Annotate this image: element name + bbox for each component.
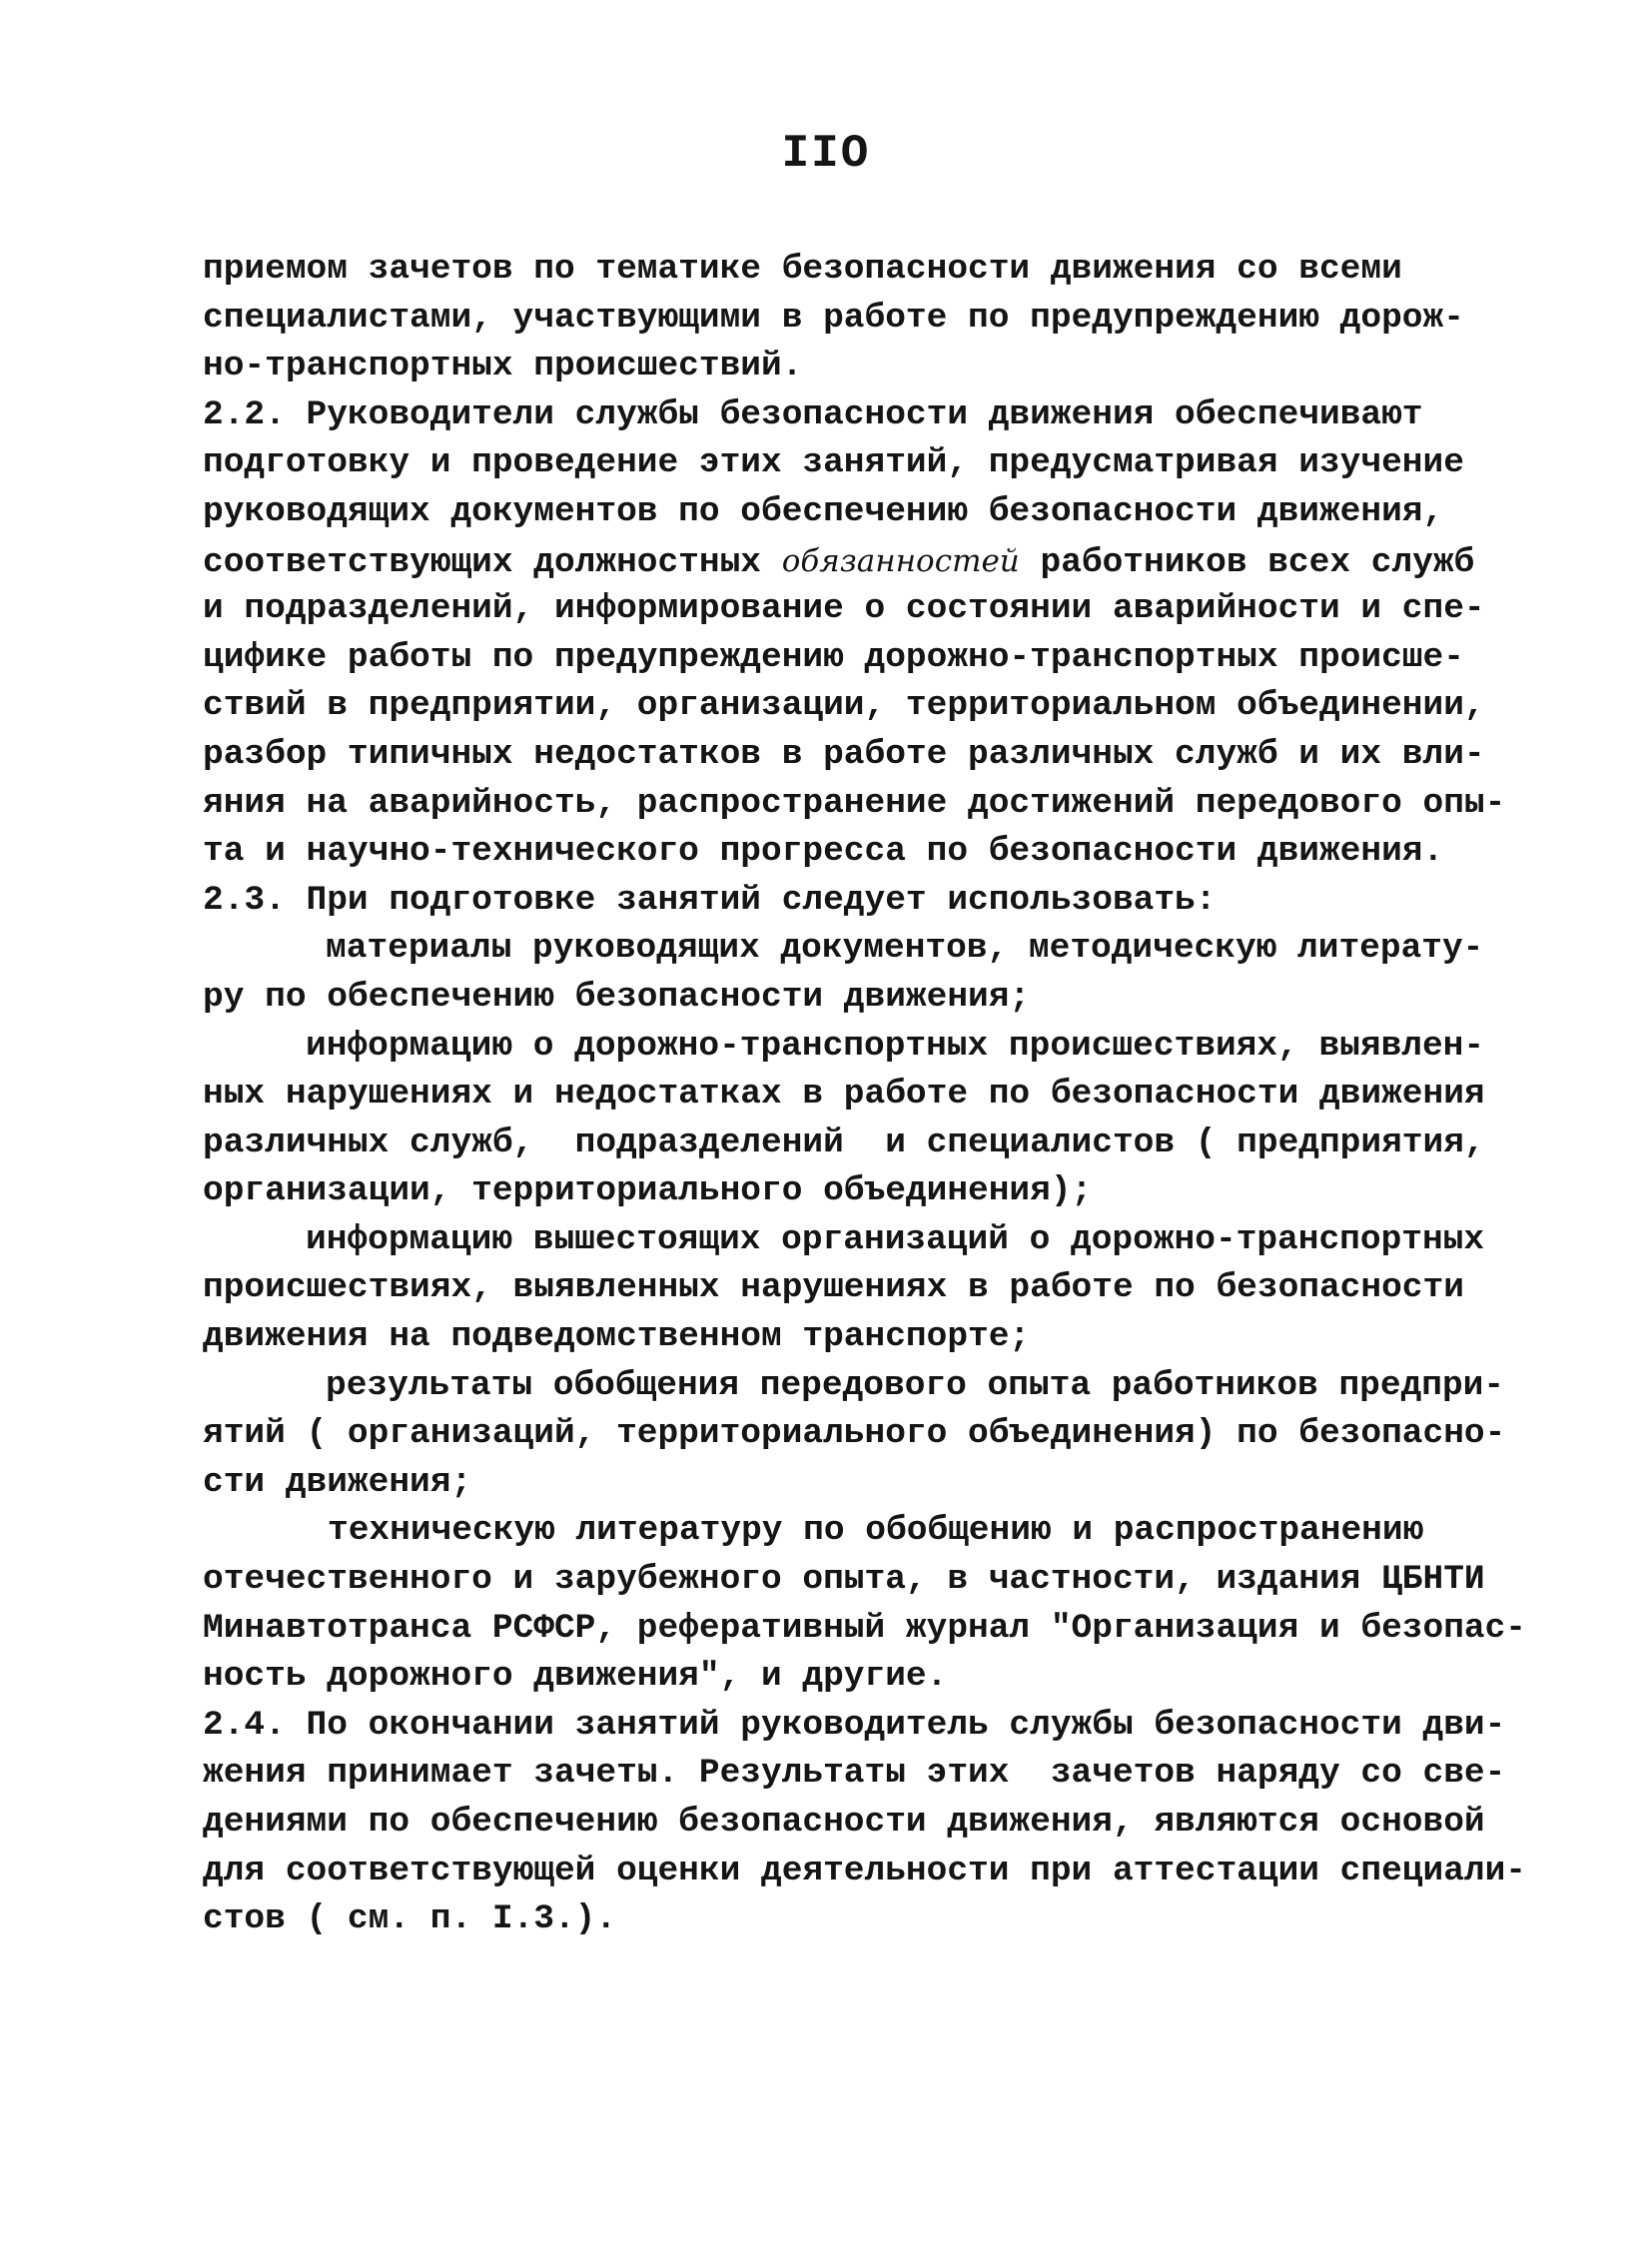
- line-text: соответствующих должностных: [203, 542, 782, 582]
- line-text-continued: работников всех служб: [1019, 542, 1475, 582]
- line-text: результаты обобщения передового опыта работников предпри-: [326, 1365, 1505, 1405]
- line-text: материалы руководящих документов, методическую литерату-: [326, 929, 1484, 969]
- text-line: [203, 585, 1511, 634]
- text-line: [203, 1507, 1511, 1556]
- line-text: яния на аварийность, распространение достижений передового опы-: [203, 783, 1506, 823]
- text-line: [203, 295, 1511, 344]
- line-text: и подразделений, информирование о состоянии аварийности и спе-: [203, 589, 1485, 629]
- handwritten-word: обязанностей: [781, 542, 1020, 579]
- line-text: подготовку и проведение этих занятий, предусматривая изучение: [203, 443, 1464, 483]
- line-text: разбор типичных недостатков в работе различных служб и их вли-: [203, 734, 1485, 774]
- text-line: [203, 1459, 1511, 1508]
- line-text: Минавтотранса РСФСР, реферативный журнал "Организация и безопас-: [203, 1608, 1527, 1648]
- line-text: но-транспортных происшествий.: [203, 347, 803, 386]
- text-line: [203, 343, 1511, 391]
- line-text: различных служб, подразделений и специалистов ( предприятия,: [203, 1122, 1485, 1162]
- text-line: [203, 1071, 1511, 1120]
- text-line: [203, 1410, 1511, 1459]
- text-line: [203, 1895, 1511, 1944]
- text-line: [203, 1023, 1511, 1072]
- line-text: движения на подведомственном транспорте;: [203, 1317, 1031, 1357]
- text-line: [203, 731, 1511, 780]
- text-line: [203, 1702, 1511, 1751]
- text-line: [203, 1653, 1511, 1702]
- text-line: [203, 925, 1511, 974]
- line-text: техническую литературу по обобщению и распространению: [328, 1511, 1424, 1551]
- line-text: 2.2. Руководители службы безопасности движения обеспечивают: [203, 394, 1423, 434]
- body-text: [203, 246, 1527, 1944]
- text-line: [203, 877, 1511, 926]
- line-text: ных нарушениях и недостатках в работе по безопасности движения: [203, 1075, 1485, 1115]
- text-line: [203, 488, 1511, 537]
- line-text: для соответствующей оценки деятельности при аттестации специали-: [203, 1851, 1527, 1890]
- line-text: происшествиях, выявленных нарушениях в работе по безопасности: [203, 1268, 1464, 1308]
- text-line: [203, 1750, 1511, 1799]
- line-text: цифике работы по предупреждению дорожно-транспортных происше-: [203, 637, 1464, 677]
- text-line: [203, 780, 1511, 829]
- line-text: информацию о дорожно-транспортных происшествиях, выявлен-: [306, 1026, 1485, 1066]
- text-line: [203, 1799, 1511, 1848]
- text-line: [203, 1167, 1511, 1216]
- text-line: [203, 634, 1511, 683]
- line-text: ствий в предприятии, организации, территориальном объединении,: [203, 686, 1485, 726]
- text-line: [203, 974, 1511, 1023]
- line-text: жения принимает зачеты. Результаты этих зачетов наряду со све-: [203, 1754, 1506, 1794]
- text-line: [203, 1848, 1527, 1896]
- text-line: [203, 1120, 1511, 1168]
- text-line: [203, 246, 1511, 295]
- line-text: 2.4. По окончании занятий руководитель службы безопасности дви-: [203, 1705, 1506, 1745]
- line-text: ность дорожного движения", и другие.: [203, 1657, 948, 1697]
- line-text: организации, территориального объединения);: [203, 1171, 1093, 1211]
- line-text: сти движения;: [203, 1462, 472, 1502]
- line-text: информацию вышестоящих организаций о дорожно-транспортных: [306, 1219, 1485, 1259]
- text-line: [203, 537, 1511, 586]
- text-line: [203, 391, 1511, 440]
- line-text: отечественного и зарубежного опыта, в частности, издания ЦБНТИ: [203, 1560, 1485, 1600]
- line-text: ру по обеспечению безопасности движения;: [203, 977, 1031, 1017]
- text-line: [203, 1313, 1511, 1362]
- text-line: [203, 1264, 1511, 1313]
- text-line: [203, 828, 1511, 877]
- line-text: руководящих документов по обеспечению безопасности движения,: [203, 491, 1444, 531]
- text-line: [203, 1605, 1527, 1654]
- line-text: стов ( см. п. I.3.).: [203, 1899, 617, 1939]
- text-line: [203, 1216, 1511, 1265]
- text-line: [203, 1556, 1511, 1605]
- line-text: ятий ( организаций, территориального объединения) по безопасно-: [203, 1414, 1506, 1454]
- text-line: [203, 1362, 1511, 1411]
- line-text: 2.3. При подготовке занятий следует использовать:: [203, 880, 1217, 920]
- line-text: дениями по обеспечению безопасности движения, являются основой: [203, 1803, 1485, 1842]
- line-text: та и научно-технического прогресса по безопасности движения.: [203, 832, 1444, 872]
- page-number: IIO: [781, 128, 871, 180]
- text-line: [203, 439, 1511, 488]
- line-text: приемом зачетов по тематике безопасности движения со всеми: [203, 250, 1402, 289]
- text-line: [203, 682, 1511, 731]
- line-text: специалистами, участвующими в работе по предупреждению дорож-: [203, 298, 1464, 338]
